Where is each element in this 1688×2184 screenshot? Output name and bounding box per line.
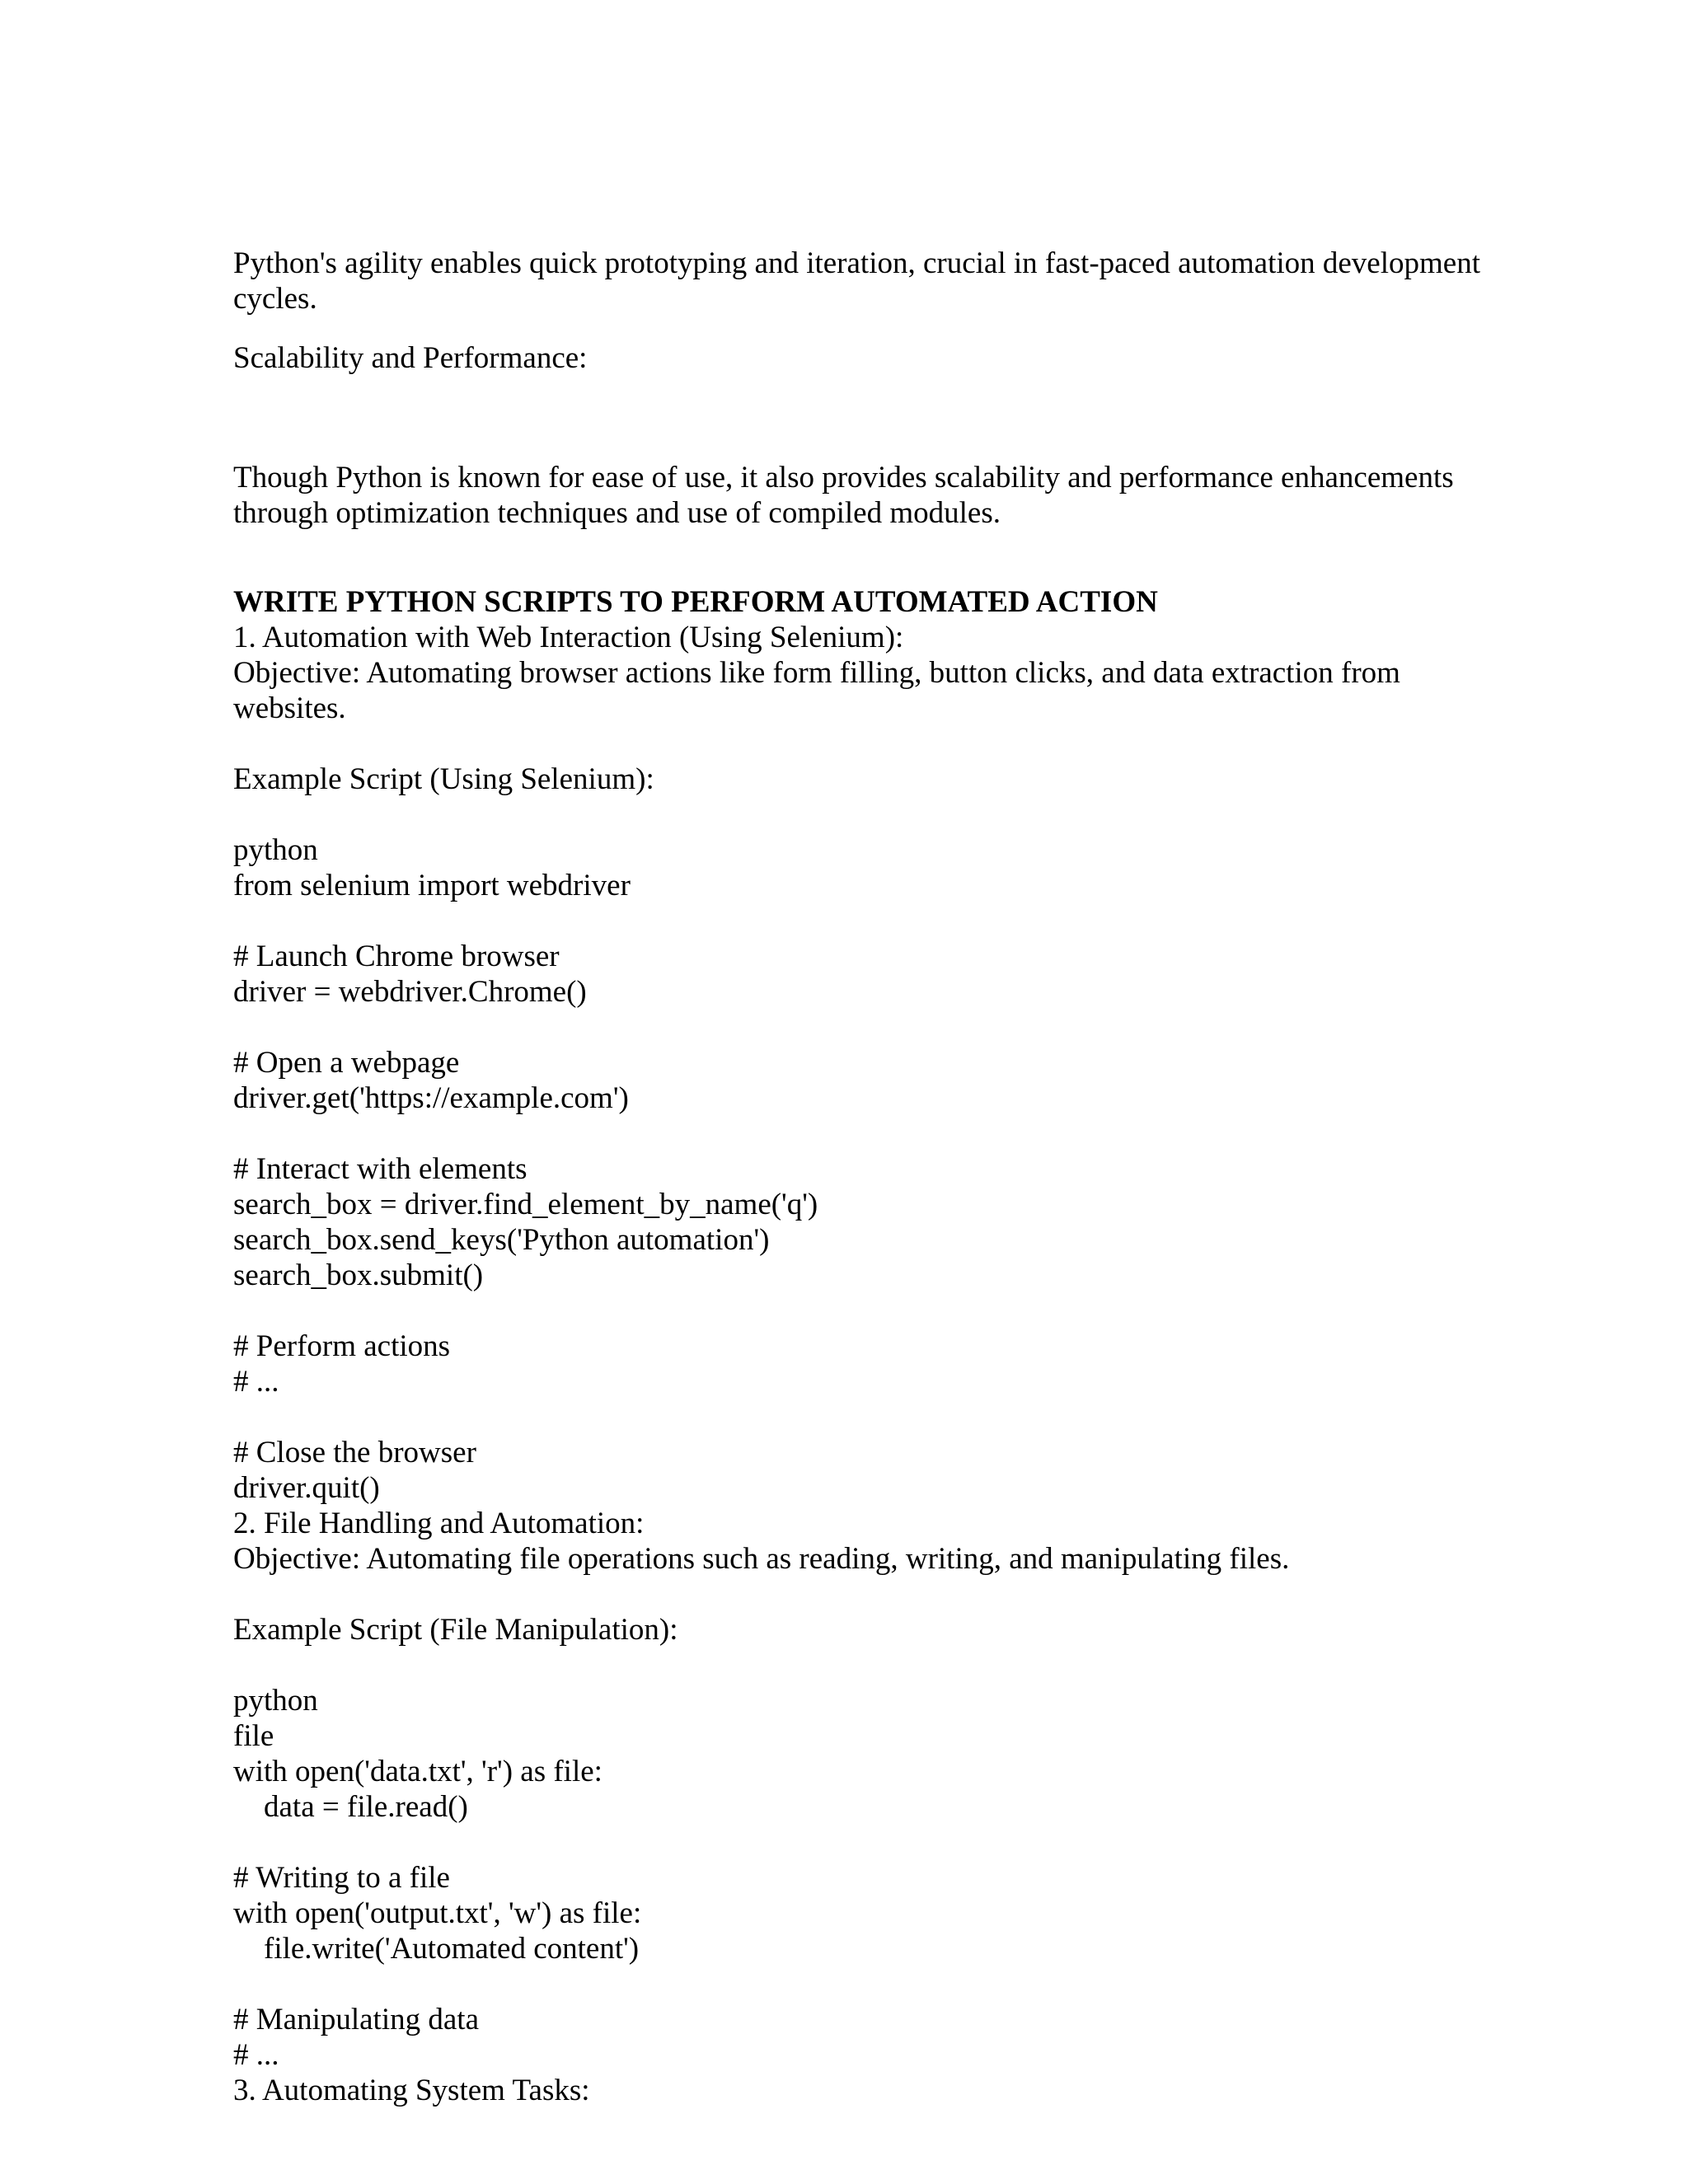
code-line: # Launch Chrome browser — [233, 940, 560, 973]
code-line: # Interact with elements — [233, 1152, 528, 1186]
item2-title: 2. File Handling and Automation: — [233, 1507, 645, 1540]
item1-code-block — [233, 832, 1519, 1506]
item2-example-label: Example Script (File Manipulation): — [233, 1613, 678, 1647]
spacer — [233, 1577, 1519, 1612]
intro-paragraph: Python's agility enables quick prototyping and iteration, crucial in fast-paced automation development cycles. — [233, 246, 1480, 316]
spacer — [233, 726, 1519, 762]
item1-objective: Objective: Automating browser actions like form filling, button clicks, and data extraction from websites. — [233, 656, 1400, 725]
item2-objective: Objective: Automating file operations such as reading, writing, and manipulating files. — [233, 1542, 1290, 1576]
code-line: with open('data.txt', 'r') as file: — [233, 1755, 603, 1788]
item3-title: 3. Automating System Tasks: — [233, 2074, 590, 2107]
item2-code-block — [233, 1683, 1519, 2073]
code-blank-line — [233, 1010, 1519, 1045]
item1-example-label: Example Script (Using Selenium): — [233, 762, 654, 796]
item1-title: 1. Automation with Web Interaction (Using Selenium): — [233, 621, 904, 654]
code-line: file.write('Automated content') — [233, 1932, 640, 1966]
code-line: # Manipulating data — [233, 2003, 479, 2036]
code-line: # Open a webpage — [233, 1046, 460, 1080]
scalability-heading: Scalability and Performance: — [233, 341, 588, 375]
code-line: search_box.send_keys('Python automation') — [233, 1223, 770, 1257]
code-blank-line — [233, 1966, 1519, 2002]
code-blank-line — [233, 903, 1519, 939]
code-line: driver.get('https://example.com') — [233, 1081, 629, 1115]
code-blank-line — [233, 1825, 1519, 1860]
code-line: # Close the browser — [233, 1436, 476, 1469]
code-line: python — [233, 833, 318, 867]
code-line: file — [233, 1719, 274, 1753]
spacer — [233, 797, 1519, 832]
code-line: # Writing to a file — [233, 1861, 450, 1895]
code-line: # ... — [233, 1365, 279, 1399]
document-body — [233, 246, 1519, 2108]
code-line: python — [233, 1684, 318, 1718]
code-line: data = file.read() — [233, 1790, 468, 1824]
spacer — [233, 1647, 1519, 1683]
code-line: driver.quit() — [233, 1471, 380, 1505]
code-line: with open('output.txt', 'w') as file: — [233, 1896, 642, 1930]
section-title: WRITE PYTHON SCRIPTS TO PERFORM AUTOMATED ACTION — [233, 585, 1158, 619]
code-line: # ... — [233, 2038, 279, 2072]
code-blank-line — [233, 1116, 1519, 1151]
code-line: # Perform actions — [233, 1329, 451, 1363]
code-blank-line — [233, 1399, 1519, 1435]
code-blank-line — [233, 1293, 1519, 1329]
code-line: from selenium import webdriver — [233, 869, 631, 902]
scalability-paragraph: Though Python is known for ease of use, it also provides scalability and performance enhancements through optimization techniques and use of compiled modules. — [233, 461, 1454, 530]
code-line: search_box = driver.find_element_by_name('q') — [233, 1188, 818, 1221]
code-line: driver = webdriver.Chrome() — [233, 975, 587, 1009]
code-line: search_box.submit() — [233, 1258, 484, 1292]
